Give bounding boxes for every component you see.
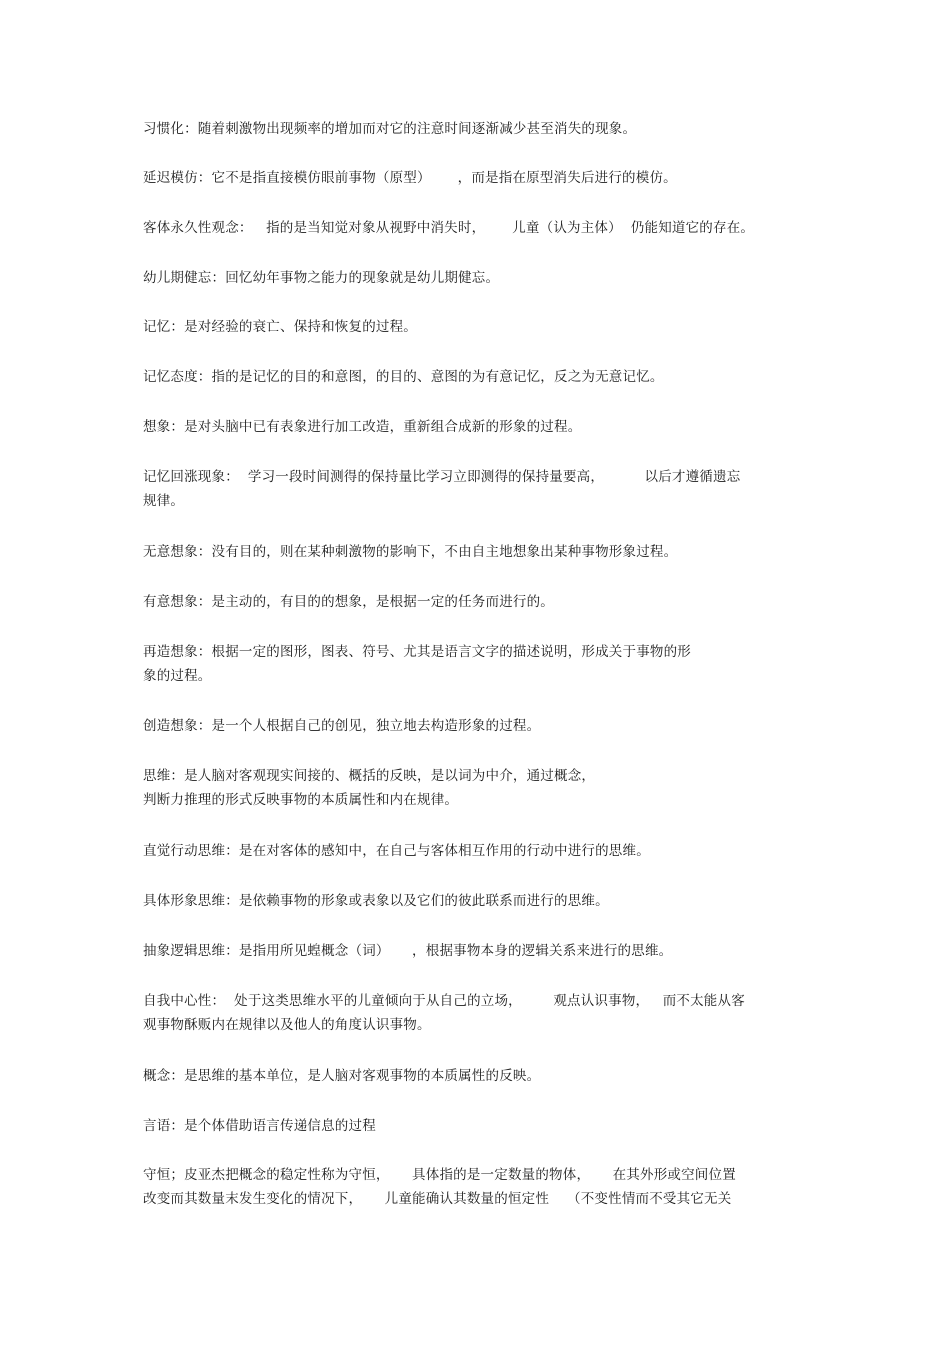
- definition-deferred-imitation: 延迟模仿：它不是指直接模仿眼前事物（原型） ，而是指在原型消失后进行的模仿。: [143, 170, 677, 186]
- definition-thinking: 思维：是人脑对客观现实间接的、概括的反映，是以词为中介，通过概念， 判断力推理的形式反映事物的本质属性和内在规律。: [143, 768, 596, 808]
- definition-object-permanence: 客体永久性观念： 指的是当知觉对象从视野中消失时， 儿童（认为主体） 仍能知道它的存在。: [143, 220, 755, 236]
- definition-habituation: 习惯化：随着刺激物出现频率的增加而对它的注意时间逐渐减少甚至消失的现象。: [143, 121, 637, 137]
- definition-speech: 言语：是个体借助语言传递信息的过程: [143, 1118, 376, 1134]
- definition-creative-imagination: 创造想象：是一个人根据自己的创见，独立地去构造形象的过程。: [143, 718, 541, 734]
- definition-memory-attitude: 记忆态度：指的是记忆的目的和意图，的目的、意图的为有意记忆，反之为无意记忆。: [143, 369, 664, 385]
- definition-memory: 记忆：是对经验的衰亡、保持和恢复的过程。: [143, 319, 417, 335]
- definition-reproductive-imagination: 再造想象：根据一定的图形，图表、符号、尤其是语言文字的描述说明，形成关于事物的形 象的过程。: [143, 644, 691, 684]
- definition-imagination: 想象：是对头脑中已有表象进行加工改造，重新组合成新的形象的过程。: [143, 419, 582, 435]
- definition-egocentrism: 自我中心性： 处于这类思维水平的儿童倾向于从自己的立场， 观点认识事物， 而不太能从客 观事物酥贩内在规律以及他人的角度认识事物。: [143, 993, 745, 1033]
- definition-infantile-amnesia: 幼儿期健忘：回忆幼年事物之能力的现象就是幼儿期健忘。: [143, 270, 500, 286]
- definition-intuitive-action-thinking: 直觉行动思维：是在对客体的感知中，在自己与客体相互作用的行动中进行的思维。: [143, 843, 650, 859]
- definition-abstract-logical-thinking: 抽象逻辑思维：是指用所见蝗概念（词） ，根据事物本身的逻辑关系来进行的思维。: [143, 943, 673, 959]
- definition-concrete-image-thinking: 具体形象思维：是依赖事物的形象或表象以及它们的彼此联系而进行的思维。: [143, 893, 609, 909]
- definition-conservation: 守恒；皮亚杰把概念的稳定性称为守恒， 具体指的是一定数量的物体， 在其外形或空间位置 改变而其数量末发生变化的情况下， 儿童能确认其数量的恒定性 （不变性情而不受其它无关: [143, 1167, 736, 1207]
- definition-concept: 概念：是思维的基本单位，是人脑对客观事物的本质属性的反映。: [143, 1068, 541, 1084]
- definition-unintentional-imagination: 无意想象：没有目的，则在某种刺激物的影响下，不由自主地想象出某种事物形象过程。: [143, 544, 678, 560]
- definition-intentional-imagination: 有意想象：是主动的，有目的的想象，是根据一定的任务而进行的。: [143, 594, 554, 610]
- definition-reminiscence: 记忆回涨现象： 学习一段时间测得的保持量比学习立即测得的保持量要高， 以后才遵循遗忘 规律。: [143, 469, 741, 509]
